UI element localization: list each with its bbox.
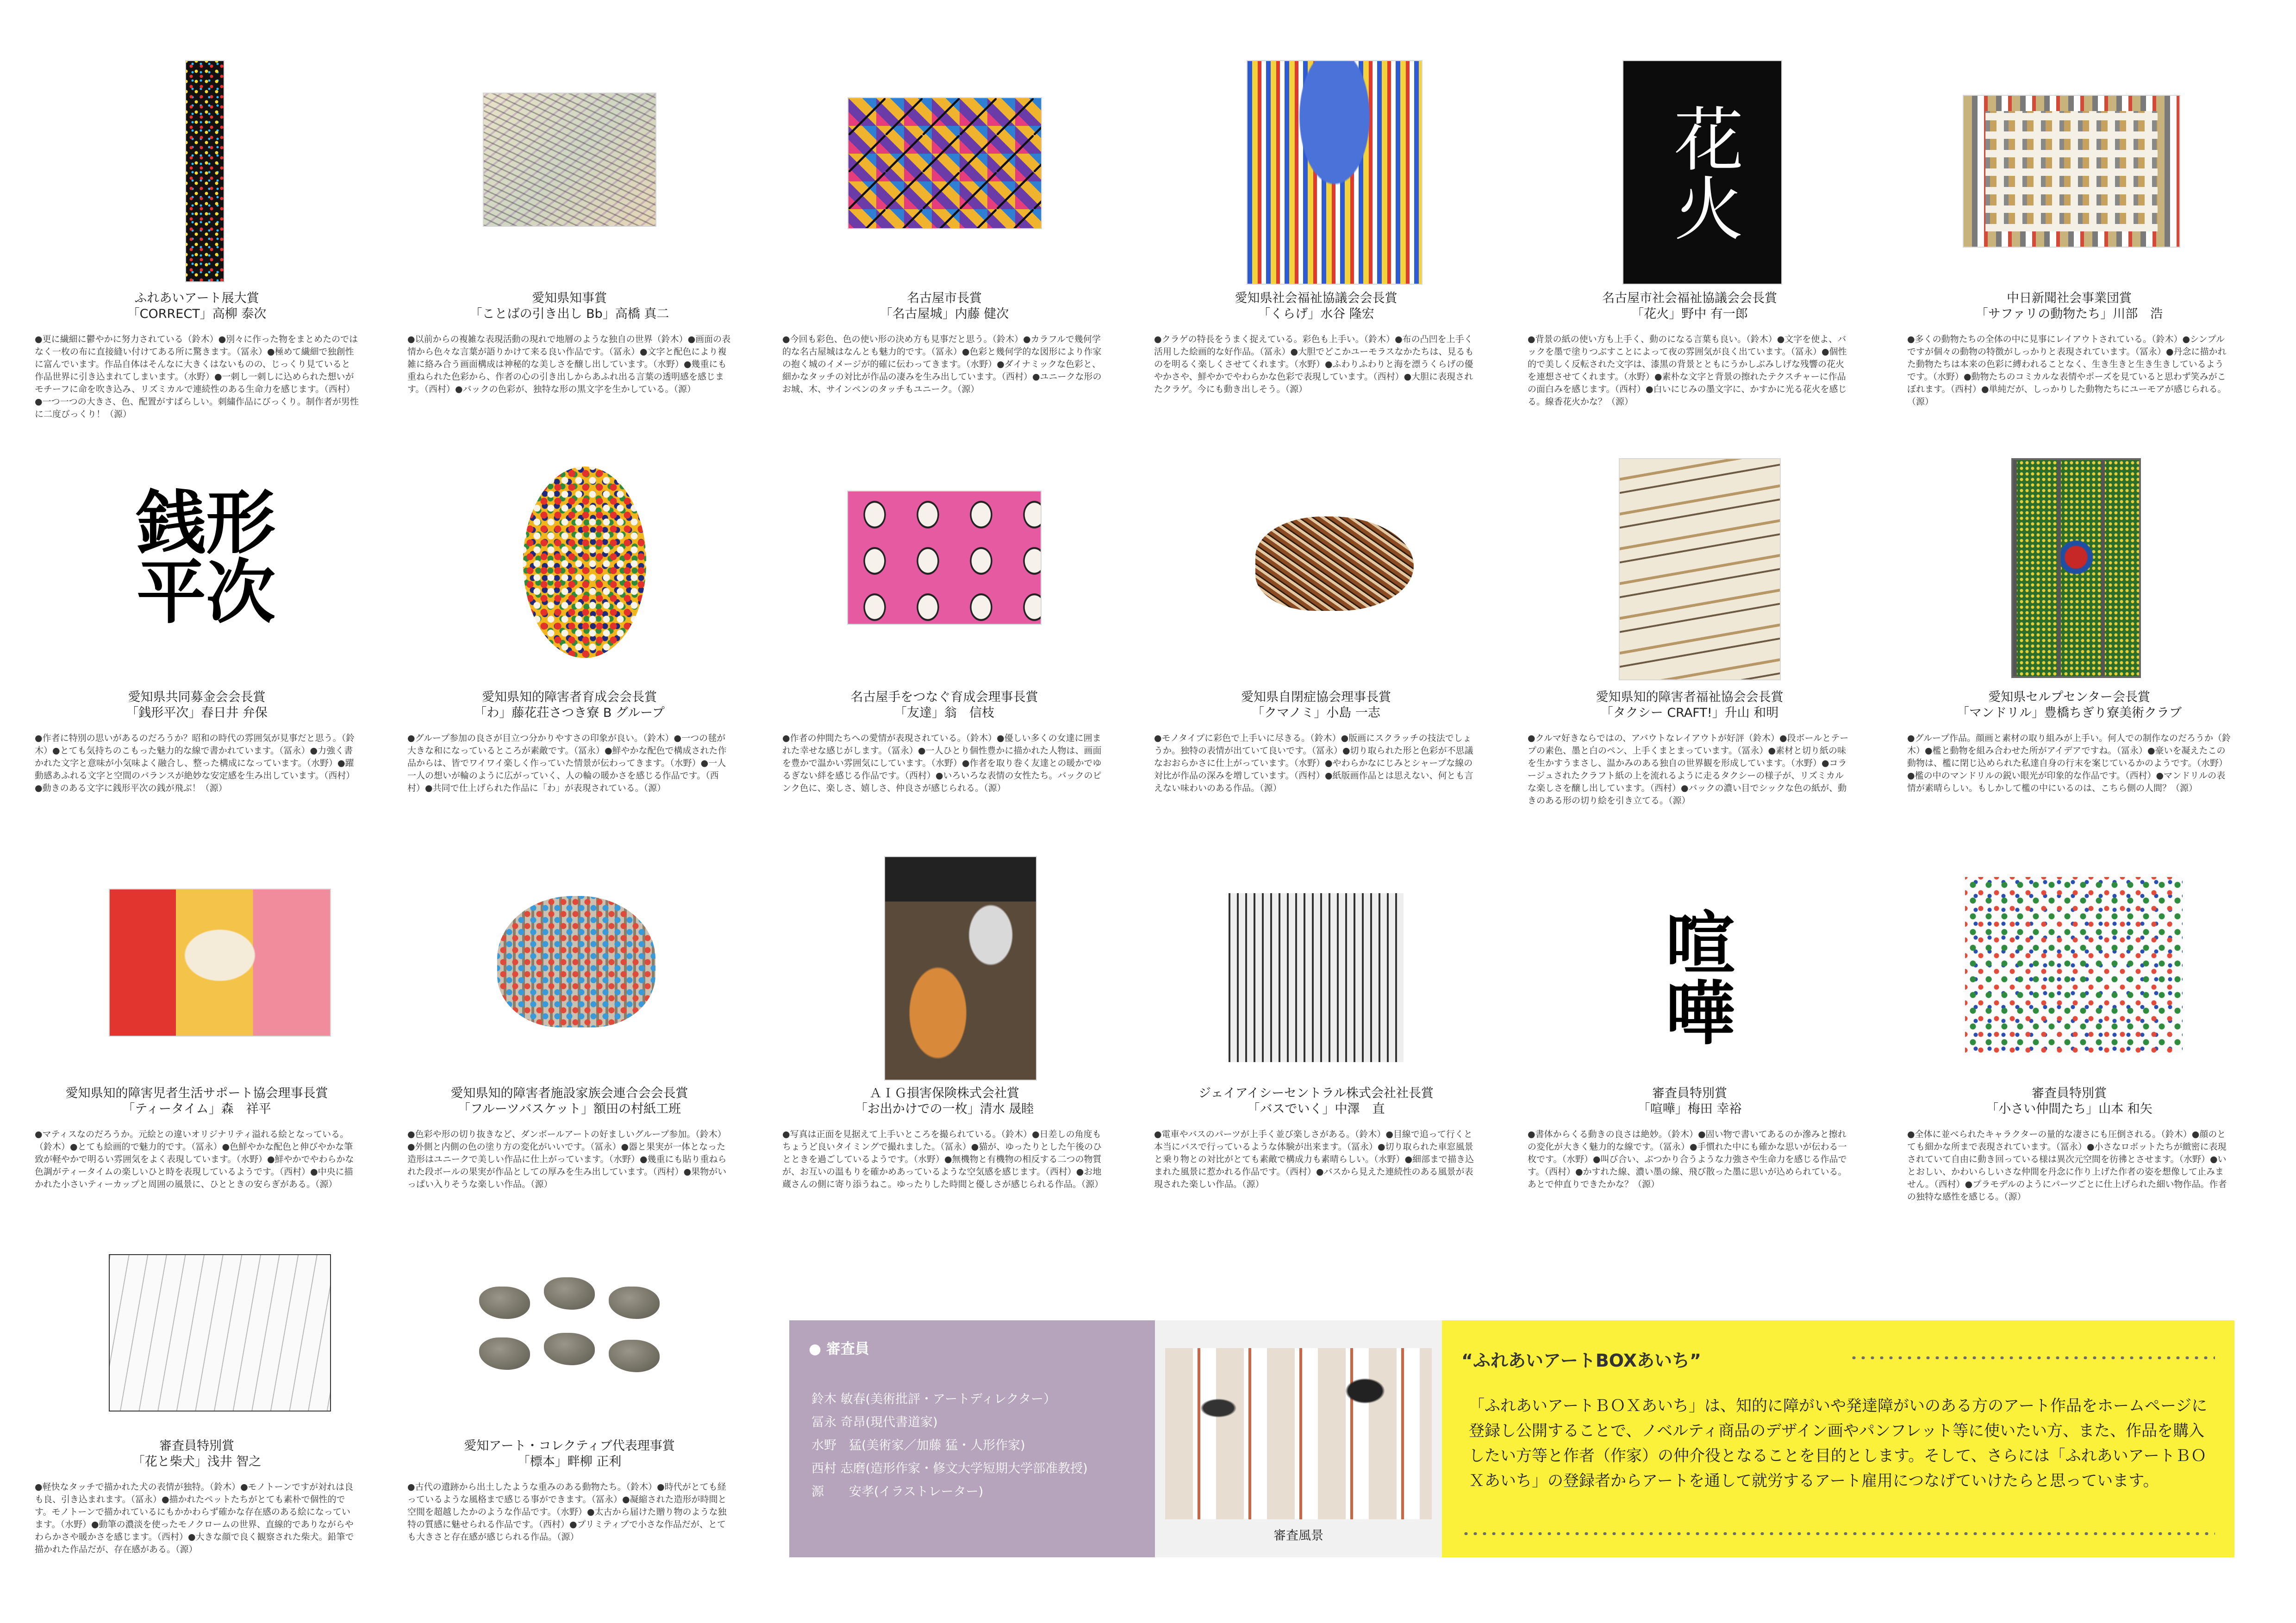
work-title: 「ティータイム」森 祥平	[122, 1102, 271, 1116]
artwork-thumbnail[interactable]	[185, 60, 225, 282]
work-title: 「くらげ」水谷 隆宏	[1258, 307, 1374, 321]
award-title: 審査員特別賞	[2032, 1086, 2107, 1101]
judge-comment: ●軽快なタッチで描かれた犬の表情が独特。（鈴木）●モノトーンですが対れは良も良、引き込まれます。（冨永）●描かれたペットたちがとても素朴で個性的です。モノトーンで描かれているにもかかわらず確かな存在感のある絵になっています。（水野）●動筆の濃淡を使ったモノクロームの世界、直線的でありながらやわらかさや暖かさを感じます。（西村）●大きな顔で良く観察された柴犬。鉛筆で描かれた作品だが、存在感がある。（源）	[35, 1482, 354, 1555]
award-title: 愛知県知的障害者福祉協会会長賞	[1596, 690, 1784, 704]
artwork-thumbnail[interactable]	[109, 889, 331, 1037]
award-title: 名古屋市長賞	[907, 291, 982, 305]
award-title: 愛知県自閉症協会理事長賞	[1241, 690, 1391, 704]
judge-comment: ●写真は正面を見据えて上手いところを撮られている。（鈴木）●日差しの角度もちょうど良いタイミングで撮れました。（冨永）●猫が、ゆったりとした午後のひとときを過ごしているようです。（水野）●無機物と有機物の相反する二つの物質が、お互いの温もりを確かめあっているような空気感を感じます。（西村）●お地蔵さんの側に寄り添うねこ。ゆったりした時間と優しさが感じられる作品。（源）	[782, 1129, 1104, 1189]
judge-member: 冨永 奇昂(現代書道家)	[811, 1415, 938, 1430]
artwork-thumbnail[interactable]	[474, 1277, 674, 1384]
award-title: 中日新聞社会事業団賞	[2007, 291, 2132, 305]
judge-comment: ●更に繊細に鬱やかに努力されている（鈴木）●別々に作った物をまとめたのではなく一枚の布に直接縫い付けてある所に驚きます。（冨永）●極めて繊細で独創性に富んでいます。作品自体はそんなに大きくはないものの、じっくり見ていると作品世界に引き込まれてしまいます。（水野）●一刺し一刺しに込められた想いがモチーフに命を吹き込み、リズミカルで連続性のある生命力を感じます。（西村）●一つ一つの大きさ、色、配置がすばらしい。刺繍作品にびっくり。制作者が男性に二度びっくり！（源）	[35, 334, 359, 419]
work-title: 「フルーツバスケット」額田の村紙工班	[458, 1102, 681, 1116]
work-title: 「マンドリル」豊橋ちぎり寮美術クラブ	[1957, 706, 2182, 720]
award-title: 審査員特別賞	[159, 1439, 234, 1453]
work-title: 「花と柴犬」浅井 智之	[132, 1455, 262, 1469]
artwork-thumbnail[interactable]	[2011, 458, 2141, 678]
judge-comment: ●クラゲの特長をうまく捉えている。彩色も上手い。（鈴木）●布の凸凹を上手く活用した絵画的な好作品。（冨永）●大胆でどこかユーモラスなかたちは、見るものを明るく楽しくさせてくれます。（水野）●ふわりふわりと海を漂うくらげの優やかさや、鮮やかでやわらかな色彩で表現しています。（西村）●大胆に表現されたクラゲ。今にも動き出しそう。（源）	[1154, 334, 1474, 394]
judge-member: 源 安孝(イラストレーター)	[811, 1485, 984, 1499]
artwork-thumbnail[interactable]	[1965, 877, 2183, 1053]
intro-title: “ふれあいアートBOXあいち”	[1461, 1350, 1702, 1371]
artwork-lettering: 喧嘩	[1653, 907, 1735, 1046]
award-title: ふれあいアート展大賞	[134, 291, 259, 305]
dotted-divider	[1849, 1356, 2215, 1359]
work-title: 「花火」野中 有一郎	[1631, 307, 1748, 321]
judges-heading: ● 審査員	[809, 1341, 869, 1357]
work-title: 「サファリの動物たち」川部 浩	[1975, 307, 2163, 321]
artwork-thumbnail[interactable]	[1619, 458, 1781, 680]
judging-photo-panel	[1155, 1320, 1442, 1557]
work-title: 「お出かけでの一枚」清水 晟睦	[855, 1102, 1034, 1116]
work-title: 「友達」翁 信枝	[894, 706, 994, 720]
work-title: 「喧嘩」梅田 幸裕	[1637, 1102, 1742, 1116]
judges-panel	[789, 1320, 1155, 1557]
work-title: 「小さい仲間たち」山本 和矢	[1986, 1102, 2152, 1116]
judge-comment: ●以前からの複雑な表現活動の現れで地層のような独自の世界（鈴木）●画面の表情から色々な言葉が語りかけて来る良い作品です。（冨永）●文字と配色により複雑に絡み合う画面構成は神秘的な美しさを醸し出しています。（水野）●幾重にも重ねられた色彩から、作者の心の引き出しからあふれ出る言葉の透明感を感じます。（西村）●バックの色彩が、独特な形の黒文字を生かしている。（源）	[407, 334, 731, 394]
work-title: 「標本」畔柳 正利	[517, 1455, 622, 1469]
judge-comment: ●作者の仲間たちへの愛情が表現されている。（鈴木）●優しい多くの女達に囲まれた幸せな感じがします。（冨永）●一人ひとり個性豊かに描かれた人物は、画面を豊かで温かい雰囲気にしています。（水野）●作者を取り巻く友達との暖かでゆるぎない絆を感じる作品です。（西村）●いろいろな表情の女性たち。バックのピンク色に、楽しさ、嬉しさ、仲良さが感じられる。（源）	[782, 733, 1102, 793]
award-title: 名古屋市社会福祉協議会会長賞	[1602, 291, 1777, 305]
award-title: ジェイアイシーセントラル株式会社社長賞	[1198, 1086, 1434, 1101]
judge-comment: ●今回も彩色、色の使い形の決め方も見事だと思う。（鈴木）●カラフルで幾何学的な名古屋城はなんとも魅力的です。（冨永）●色彩と幾何学的な図形により作家の抱く城のイメージが的確に伝わってきます。（水野）●ダイナミックな色彩と、細かなタッチの対比が作品の凄みを生み出しています。（西村）●ユニークな形のお城、木、サインペンのタッチもユニーク。（源）	[782, 334, 1102, 394]
work-title: 「銭形平次」春日井 弁保	[126, 706, 268, 720]
artwork-thumbnail[interactable]	[488, 884, 664, 1037]
judge-comment: ●クルマ好きならではの、アバウトなレイアウトが好評（鈴木）●段ボールとテープの素色、墨と白のペン、上手くまとまっています。（冨永）●素材と切り紙の味を生かすうまさし、温かみのある独自の世界観を形成しています。（水野）●コラージュされたクラフト紙の上を流れるように走るタクシーの様子が、リズミカルな楽しさを醸し出しています。（西村）●バックの濃い目でシックな色の紙が、動きのある形の切り絵を引き立てる。（源）	[1528, 733, 1849, 806]
judge-comment: ●マティスなのだろうか。元絵との違いオリジナリティ溢れる絵となっている。（鈴木）●とても絵画的で魅力的です。（冨永）●色鮮やかな配色と伸びやかな筆致が軽やかで明るい雰囲気をよく表現しています。（水野）●鮮やかでやわらかな色調がティータイムの楽しいひと時を表現しているようです。（西村）●中央に描かれた小さいティーカップと周囲の風景に、ひとときの安らぎがある。（源）	[35, 1129, 354, 1189]
judge-comment: ●背景の紙の使い方も上手く、動のになる言葉も良い。（鈴木）●文字を使よ、バックを墨で塗りつぶすことによって夜の雰囲気が良く出ています。（冨永）●個性的で美しく反転された文字は、漆黒の背景とともにうかしぶみしげな残響の花火を連想させてくれます。（水野）●素朴な文字と背景の擦れたテクスチャーに作品の面白みを感じます。（西村）●白いにじみの墨文字に、かすかに光る花火を感じる。線香花火かな？（源）	[1528, 334, 1847, 407]
artwork-lettering: 銭形 平次	[136, 482, 275, 633]
artwork-thumbnail[interactable]	[483, 93, 656, 227]
award-title: 愛知県知的障害者施設家族会連合会会長賞	[450, 1086, 688, 1101]
award-title: 愛知県社会福祉協議会会長賞	[1235, 291, 1398, 305]
award-title: ＡＩＧ損害保険株式会社賞	[869, 1086, 1019, 1101]
award-title: 審査員特別賞	[1652, 1086, 1727, 1101]
judge-comment: ●電車やバスのパーツが上手く並び楽しさがある。（鈴木）●目線で追って行くと本当にバスで行っているような体験が出来ます。（冨永）●切り取られた車窓風景と乗り物との対比がとても素敵で構成力も素晴らしい。（水野）●細部まで描き込まれた風景に惹かれる作品です。（西村）●バスから見えた連続性のある風景が表現された楽しい作品。（源）	[1154, 1129, 1474, 1189]
judge-comment: ●全体に並べられたキャラクターの量的な凄さにも圧倒される。（鈴木）●顔のとても細かな所まで表現されています。（冨永）●小さなロボットたちが緻密に表現されていて自由に動き回っている様は異次元空間を彷彿とさせます。（水野）●いとおしい、かわいらしいさな仲間を丹念に作り上げた作者の姿を想像して止みません。（西村）●プラモデルのようにパーツごとに仕上げられた細い物作品。作者の独特な感性を感じる。（源）	[1907, 1129, 2227, 1202]
dotted-divider	[1461, 1532, 2215, 1535]
artwork-thumbnail[interactable]	[1963, 95, 2180, 248]
work-title: 「名古屋城」内藤 健次	[880, 307, 1009, 321]
judge-member: 西村 志磨(造形作家・修文大学短期大学部准教授)	[811, 1461, 1088, 1476]
artwork-thumbnail[interactable]	[848, 97, 1042, 229]
intro-panel	[1442, 1320, 2234, 1557]
artwork-thumbnail[interactable]	[847, 491, 1042, 625]
judge-comment: ●色彩や形の切り抜きなど、ダンボールアートの好ましいグループ参加。（鈴木）●外側と内側の色の塗り方の変化がいいです。（冨永）●器と果実が一体となった造形はユニークで美しい作品に仕上がっています。（水野）●幾重にも貼り重ねられた段ボールの果実が作品としての厚みを生み出しています。（西村）●果物がいっぱい入りそうな楽しい作品。（源）	[407, 1129, 727, 1189]
artwork-thumbnail[interactable]	[109, 1254, 331, 1412]
award-title: 愛知県共同募金会会長賞	[128, 690, 266, 704]
award-title: 愛知県セルプセンター会長賞	[1988, 690, 2150, 704]
artwork-thumbnail[interactable]	[1622, 60, 1782, 285]
artwork-thumbnail[interactable]	[513, 458, 656, 666]
judge-comment: ●多くの動物たちの全体の中に見事にレイアウトされている。（鈴木）●シンプルですが個々の動物の特徴がしっかりと表現されています。（冨永）●丹念に描かれた動物たちは本来の色彩に縛われることなく、生き生きと生き生きしているようです。（水野）●動物たちのコミカルな表情やポーズを見ていると思わず笑みがこぼれます。（西村）●単純だが、しっかりした動物たちにユーモアが感じられる。（源）	[1907, 334, 2227, 407]
judge-comment: ●グループ作品。顔画と素材の取り組みが上手い。何人での制作なのだろうか（鈴木）●檻と動物を組み合わせた所がアイデアですね。（冨永）●豪いを凝えたこの動物は、檻に閉じ込められた私達自身の行末を案じているかのようです。（水野）●檻の中のマンドリルの鋭い眼光が印象的な作品です。（西村）●マンドリルの表情が素晴らしい。もしかして檻の中にいるのは、こちら側の人間？（源）	[1907, 733, 2231, 793]
judging-photo[interactable]	[1165, 1348, 1432, 1519]
judge-member: 鈴木 敏春(美術批評・アートディレクター）	[811, 1392, 1056, 1406]
work-title: 「バスでいく」中澤 直	[1247, 1102, 1385, 1116]
artwork-thumbnail[interactable]	[1247, 60, 1423, 285]
judging-photo-caption: 審査風景	[1273, 1529, 1323, 1543]
award-title: 愛知県知的障害児者生活サポート協会理事長賞	[65, 1086, 328, 1101]
artwork-thumbnail[interactable]	[884, 856, 1037, 1081]
artwork-thumbnail[interactable]	[1247, 491, 1423, 634]
judge-comment: ●作者に特別の思いがあるのだろうか？昭和の時代の雰囲気が見事だと思う。（鈴木）●とても気持ちのこもった魅力的な線で書かれています。（冨永）●力強く書かれた文字と意味が小気味よく融合し、整った構成になっています。（水野）●躍動感あふれる文字と空間のバランスが絶妙な安定感を生み出しています。（西村）●動きのある文字に銭形平次の銭が飛ぶ！（源）	[35, 733, 355, 793]
artwork-thumbnail[interactable]	[127, 458, 285, 657]
judge-comment: ●モノタイプに彩色で上手いに尽きる。（鈴木）●版画にスクラッチの技法でしょうか。独特の表情が出ていて良いです。（冨永）●切り取られた形と色彩が不思議なおおらかさに仕上がっています。（水野）●やわらかなにじみとシャープな線の対比が作品の深みを増しています。（西村）●紙版画作品とは思えない、何とも言えない味わいのある作品。（源）	[1154, 733, 1473, 793]
work-title: 「クマノミ」小島 一志	[1252, 706, 1380, 720]
artwork-lettering: 花火	[1662, 103, 1743, 242]
award-title: 名古屋手をつなぐ育成会理事長賞	[850, 690, 1038, 704]
judge-comment: ●古代の遺跡から出土したような重みのある動物たち。（鈴木）●時代がとても経っているような風格まで感じる事ができます。（冨永）●凝縮された造形が時間と空間を超越したかのような作品です。（水野）●太古から届けた贈り物のような独特の質感に魅せられる作品です。（西村）●プリミティブで小さな作品だが、とても大きさと存在感が感じられる作品。（源）	[407, 1482, 727, 1542]
work-title: 「ことばの引き出し Bb」高橋 真二	[469, 307, 669, 321]
judge-member: 水野 猛(美術家／加藤 猛・人形作家)	[811, 1438, 1025, 1453]
artwork-thumbnail[interactable]	[1221, 882, 1411, 1074]
award-title: 愛知アート・コレクティブ代表理事賞	[464, 1439, 675, 1453]
award-title: 愛知県知的障害者育成会会長賞	[482, 690, 657, 704]
intro-body: 「ふれあいアートＢＯＸあいち」は、知的に障がいや発達障がいのある方のアート作品をホームページに登録し公開することで、ノベルティ商品のデザイン画やパンフレット等に使いたい方、また、作品を購入したい方等と作者（作家）の仲介役となることを目的とします。そして、さらには「ふれあいアートＢＯＸあいち」の登録者からアートを通して就労するアート雇用につなげていけたらと思っています。	[1469, 1397, 2208, 1490]
work-title: 「わ」藤花荘さつき寮 B グループ	[474, 706, 665, 720]
judge-comment: ●グループ参加の良さが目立つ分かりやすさの印象が良い。（鈴木）●一つの毬が大きな和になっているところが素敵です。（冨永）●鮮やかな配色で構成された作品からは、皆でワイワイ楽しく作っていた情景が伝わってきます。（水野）●一人一人の想いが輪のように広がっていく、人の輪の暖かさを感じる作品です。（西村）●共同で仕上げられた作品に「わ」が表現されている。（源）	[407, 733, 727, 793]
judge-comment: ●書体からくる動きの良さは絶妙。（鈴木）●固い物で書いてあるのか滲みと擦れの変化が大きく魅力的な線です。（冨永）●手慣れた中にも確かな思いが伝わる一枚です。（水野）●叫び合い、ぶつかり合うような力強さや生命力を感じる作品です。（西村）●かすれた線、濃い墨の線、飛び散った墨に思いが込められている。あとで仲直りできたかな？（源）	[1528, 1129, 1847, 1189]
work-title: 「CORRECT」高柳 泰次	[127, 307, 267, 321]
work-title: 「タクシー CRAFT!」升山 和明	[1600, 706, 1779, 720]
artwork-thumbnail[interactable]	[1634, 877, 1754, 1076]
award-title: 愛知県知事賞	[532, 291, 607, 305]
judges-heading-text: 審査員	[826, 1341, 869, 1357]
